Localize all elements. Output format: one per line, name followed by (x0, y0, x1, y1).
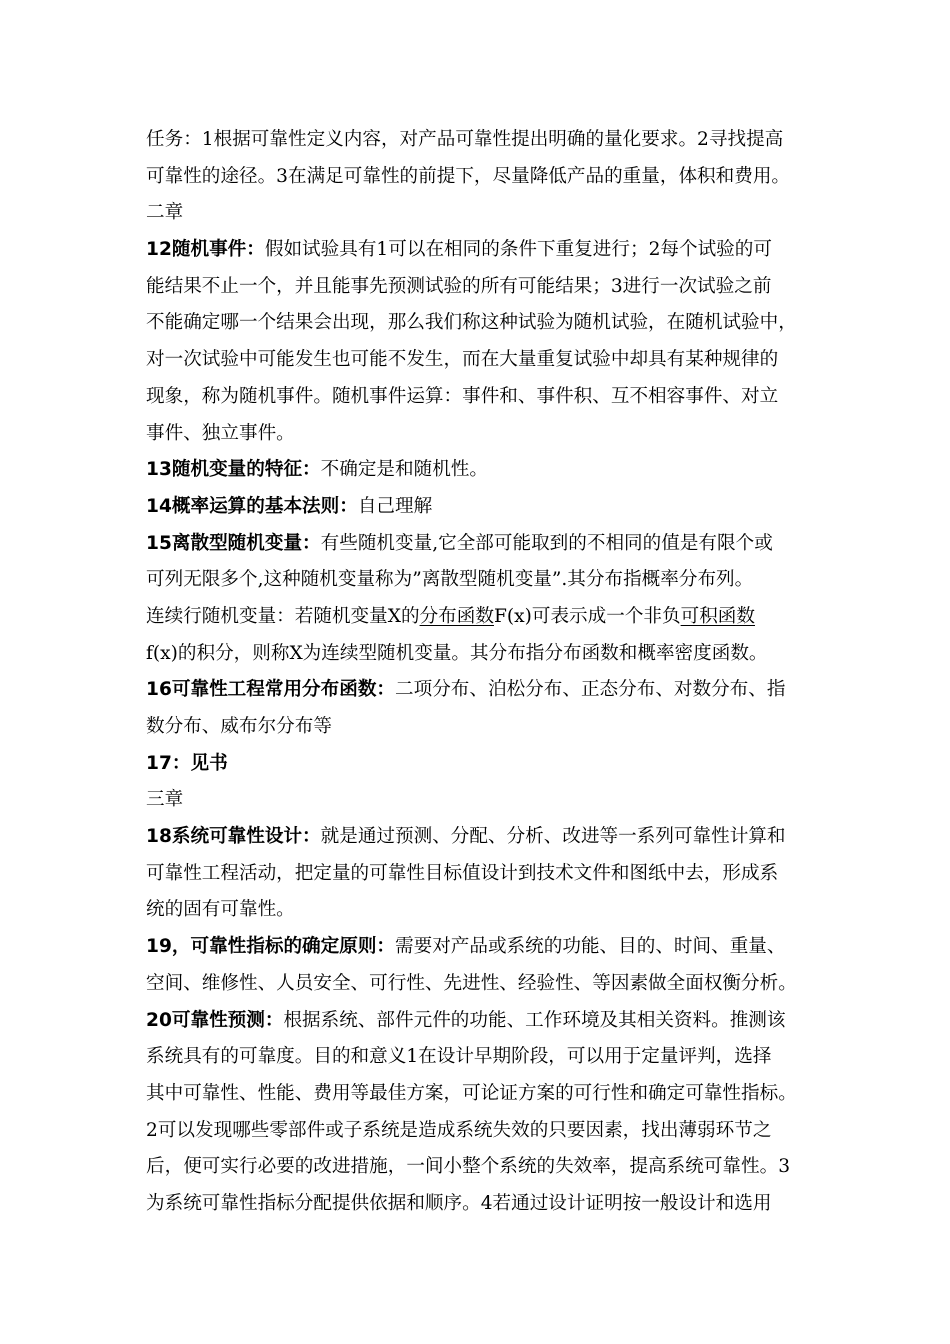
term-text: 就是通过预测、分配、分析、改进等一系列可靠性计算和 (320, 826, 786, 848)
text-line: 系统具有的可靠度。目的和意义1在设计早期阶段，可以用于定量评判，选择 (146, 1046, 772, 1068)
term-text: 自己理解 (357, 495, 433, 517)
text-line (146, 489, 826, 526)
text-line (146, 599, 826, 636)
term-text: 有些随机变量,它全部可能取到的不相同的值是有限个或 (320, 532, 773, 554)
text-line: 为系统可靠性指标分配提供依据和顺序。4若通过设计证明按一般设计和选用 (146, 1192, 772, 1214)
term-text: 二项分布、泊松分布、正态分布、对数分布、指 (395, 679, 786, 701)
text-line: f(x)的积分，则称X为连续型随机变量。其分布指分布函数和概率密度函数。 (146, 642, 768, 664)
text-line: 不能确定哪一个结果会出现，那么我们称这种试验为随机试验，在随机试验中， (146, 312, 797, 334)
term-heading: 13随机变量的特征： (146, 459, 321, 481)
text-line: 任务：1根据可靠性定义内容，对产品可靠性提出明确的量化要求。2寻找提高 (146, 129, 784, 150)
term-heading: 18系统可靠性设计： (146, 826, 321, 848)
text-line (146, 1003, 826, 1040)
text-line (146, 232, 826, 269)
term-text: 连续行随机变量：若随机变量X的 (146, 605, 420, 627)
term-heading: 19，可靠性指标的确定原则： (146, 936, 396, 958)
text-line (146, 452, 826, 489)
text-line: 数分布、威布尔分布等 (146, 716, 332, 737)
text-line: 对一次试验中可能发生也可能不发生，而在大量重复试验中却具有某种规律的 (146, 349, 779, 371)
text-line: 2可以发现哪些零部件或子系统是造成系统失效的只要因素，找出薄弱环节之 (146, 1119, 772, 1141)
text-line: 可靠性的途径。3在满足可靠性的前提下，尽量降低产品的重量，体积和费用。 (146, 165, 791, 187)
text-line: 可靠性工程活动，把定量的可靠性目标值设计到技术文件和图纸中去，形成系 (146, 862, 779, 884)
chapter-heading: 三章 (146, 789, 184, 811)
term-heading: 16可靠性工程常用分布函数： (146, 679, 396, 701)
text-line (146, 526, 826, 563)
text-line: 可列无限多个,这种随机变量称为”离散型随机变量”.其分布指概率分布列。 (146, 569, 754, 591)
link-distribution-function[interactable]: 分布函数 (419, 605, 494, 627)
link-integrable-function[interactable]: 可积函数 (680, 605, 755, 627)
term-text: F(x)可表示成一个非负 (493, 605, 681, 627)
text-line: 后，便可实行必要的改进措施，一间小整个系统的失效率，提高系统可靠性。3 (146, 1156, 791, 1178)
term-heading: 12随机事件： (146, 239, 265, 261)
document-page (146, 122, 826, 1223)
text-line (146, 819, 826, 856)
text-line: 能结果不止一个，并且能事先预测试验的所有可能结果；3进行一次试验之前 (146, 275, 772, 297)
text-line: 其中可靠性、性能、费用等最佳方案，可论证方案的可行性和确定可靠性指标。 (146, 1082, 797, 1104)
term-heading: 15离散型随机变量： (146, 532, 321, 554)
text-line: 空间、维修性、人员安全、可行性、先进性、经验性、等因素做全面权衡分析。 (146, 972, 797, 994)
text-line (146, 929, 826, 966)
text-line: 统的固有可靠性。 (146, 899, 295, 921)
text-line (146, 746, 826, 783)
term-text: 根据系统、部件元件的功能、工作环境及其相关资料。推测该 (283, 1009, 786, 1031)
term-text: 不确定是和随机性。 (320, 459, 488, 481)
chapter-heading: 二章 (146, 202, 184, 224)
text-line: 现象，称为随机事件。随机事件运算：事件和、事件积、互不相容事件、对立 (146, 385, 779, 407)
term-text: 假如试验具有1可以在相同的条件下重复进行；2每个试验的可 (264, 239, 772, 261)
text-line (146, 672, 826, 709)
text-line: 事件、独立事件。 (146, 422, 295, 444)
term-heading: 14概率运算的基本法则： (146, 495, 358, 517)
term-heading: 20可靠性预测： (146, 1009, 284, 1031)
term-heading: 17：见书 (146, 752, 228, 774)
term-text: 需要对产品或系统的功能、目的、时间、重量、 (395, 936, 786, 958)
